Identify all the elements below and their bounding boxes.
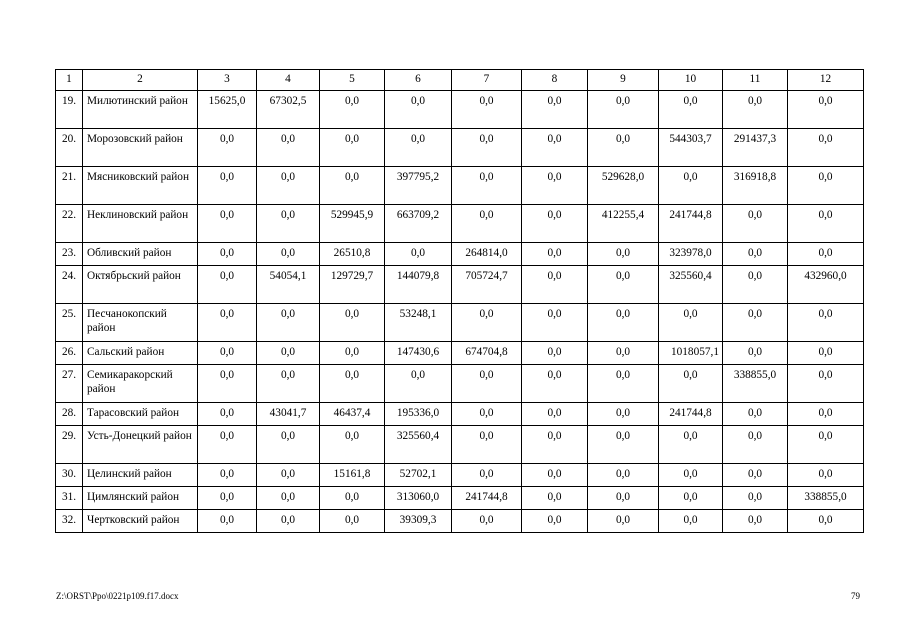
value-cell: 144079,8 [385, 266, 452, 304]
value-cell: 0,0 [452, 510, 522, 533]
value-cell: 0,0 [659, 91, 723, 129]
value-cell: 323978,0 [659, 243, 723, 266]
value-cell: 0,0 [588, 510, 659, 533]
value-cell: 0,0 [588, 403, 659, 426]
value-cell: 325560,4 [659, 266, 723, 304]
value-cell: 0,0 [788, 403, 864, 426]
value-cell: 0,0 [320, 426, 385, 464]
value-cell: 0,0 [522, 167, 588, 205]
value-cell: 0,0 [198, 243, 257, 266]
value-cell: 338855,0 [723, 365, 788, 403]
column-header: 1 [56, 70, 83, 91]
value-cell: 0,0 [257, 426, 320, 464]
district-name: Мясниковский район [83, 167, 198, 205]
row-number: 19. [56, 91, 83, 129]
row-number: 23. [56, 243, 83, 266]
row-number: 32. [56, 510, 83, 533]
value-cell: 0,0 [522, 304, 588, 342]
value-cell: 0,0 [257, 167, 320, 205]
value-cell: 397795,2 [385, 167, 452, 205]
value-cell: 313060,0 [385, 487, 452, 510]
value-cell: 0,0 [257, 243, 320, 266]
value-cell: 0,0 [723, 342, 788, 365]
district-name: Тарасовский район [83, 403, 198, 426]
value-cell: 529628,0 [588, 167, 659, 205]
value-cell: 0,0 [452, 464, 522, 487]
value-cell: 0,0 [723, 91, 788, 129]
value-cell: 663709,2 [385, 205, 452, 243]
value-cell: 1018057,1 [659, 342, 723, 365]
value-cell: 0,0 [659, 510, 723, 533]
value-cell: 43041,7 [257, 403, 320, 426]
value-cell: 0,0 [257, 205, 320, 243]
value-cell: 0,0 [198, 426, 257, 464]
value-cell: 0,0 [659, 464, 723, 487]
value-cell: 0,0 [588, 487, 659, 510]
value-cell: 0,0 [522, 342, 588, 365]
district-name: Песчанокопский район [83, 304, 198, 342]
district-name: Цимлянский район [83, 487, 198, 510]
value-cell: 241744,8 [659, 205, 723, 243]
value-cell: 0,0 [723, 403, 788, 426]
value-cell: 0,0 [723, 487, 788, 510]
value-cell: 0,0 [198, 403, 257, 426]
value-cell: 0,0 [522, 510, 588, 533]
column-header: 7 [452, 70, 522, 91]
value-cell: 67302,5 [257, 91, 320, 129]
value-cell: 0,0 [522, 91, 588, 129]
value-cell: 0,0 [522, 365, 588, 403]
row-number: 30. [56, 464, 83, 487]
value-cell: 0,0 [788, 129, 864, 167]
value-cell: 0,0 [198, 464, 257, 487]
value-cell: 432960,0 [788, 266, 864, 304]
value-cell: 0,0 [452, 304, 522, 342]
header-row [56, 70, 864, 91]
table-row [56, 403, 864, 426]
value-cell: 0,0 [198, 129, 257, 167]
value-cell: 0,0 [588, 426, 659, 464]
district-name: Октябрьский район [83, 266, 198, 304]
value-cell: 0,0 [320, 365, 385, 403]
column-header: 8 [522, 70, 588, 91]
district-name: Милютинский район [83, 91, 198, 129]
value-cell: 0,0 [788, 243, 864, 266]
value-cell: 0,0 [522, 266, 588, 304]
data-table [55, 69, 864, 533]
value-cell: 0,0 [385, 365, 452, 403]
value-cell: 0,0 [198, 266, 257, 304]
value-cell: 195336,0 [385, 403, 452, 426]
value-cell: 241744,8 [659, 403, 723, 426]
district-name: Усть-Донецкий район [83, 426, 198, 464]
value-cell: 0,0 [320, 304, 385, 342]
value-cell: 0,0 [723, 243, 788, 266]
value-cell: 705724,7 [452, 266, 522, 304]
value-cell: 53248,1 [385, 304, 452, 342]
row-number: 31. [56, 487, 83, 510]
value-cell: 0,0 [522, 205, 588, 243]
value-cell: 0,0 [385, 91, 452, 129]
value-cell: 0,0 [659, 487, 723, 510]
column-header: 9 [588, 70, 659, 91]
column-header: 6 [385, 70, 452, 91]
row-number: 21. [56, 167, 83, 205]
table-row [56, 91, 864, 129]
value-cell: 0,0 [198, 304, 257, 342]
value-cell: 0,0 [588, 129, 659, 167]
value-cell: 291437,3 [723, 129, 788, 167]
value-cell: 0,0 [452, 129, 522, 167]
value-cell: 26510,8 [320, 243, 385, 266]
value-cell: 0,0 [788, 342, 864, 365]
value-cell: 0,0 [522, 403, 588, 426]
district-name: Сальский район [83, 342, 198, 365]
value-cell: 129729,7 [320, 266, 385, 304]
table-row [56, 342, 864, 365]
value-cell: 0,0 [198, 510, 257, 533]
value-cell: 0,0 [588, 365, 659, 403]
value-cell: 0,0 [320, 129, 385, 167]
district-name: Неклиновский район [83, 205, 198, 243]
value-cell: 0,0 [320, 487, 385, 510]
table-row [56, 365, 864, 403]
value-cell: 0,0 [522, 243, 588, 266]
value-cell: 0,0 [723, 205, 788, 243]
value-cell: 0,0 [659, 365, 723, 403]
value-cell: 39309,3 [385, 510, 452, 533]
value-cell: 264814,0 [452, 243, 522, 266]
value-cell: 54054,1 [257, 266, 320, 304]
value-cell: 0,0 [588, 243, 659, 266]
value-cell: 0,0 [788, 167, 864, 205]
value-cell: 0,0 [198, 365, 257, 403]
row-number: 26. [56, 342, 83, 365]
district-name: Морозовский район [83, 129, 198, 167]
value-cell: 0,0 [788, 304, 864, 342]
row-number: 22. [56, 205, 83, 243]
column-header: 3 [198, 70, 257, 91]
column-header: 2 [83, 70, 198, 91]
value-cell: 0,0 [452, 403, 522, 426]
value-cell: 0,0 [588, 304, 659, 342]
value-cell: 0,0 [452, 426, 522, 464]
value-cell: 0,0 [788, 365, 864, 403]
value-cell: 15161,8 [320, 464, 385, 487]
value-cell: 0,0 [522, 464, 588, 487]
value-cell: 15625,0 [198, 91, 257, 129]
value-cell: 0,0 [659, 304, 723, 342]
table-row [56, 510, 864, 533]
table-row [56, 426, 864, 464]
table-row [56, 266, 864, 304]
value-cell: 0,0 [257, 464, 320, 487]
page-number: 79 [851, 591, 860, 601]
value-cell: 0,0 [320, 510, 385, 533]
value-cell: 0,0 [788, 464, 864, 487]
value-cell: 0,0 [320, 91, 385, 129]
value-cell: 0,0 [788, 91, 864, 129]
column-header: 12 [788, 70, 864, 91]
value-cell: 52702,1 [385, 464, 452, 487]
table-row [56, 487, 864, 510]
row-number: 28. [56, 403, 83, 426]
table-row [56, 464, 864, 487]
table-row [56, 167, 864, 205]
value-cell: 0,0 [257, 487, 320, 510]
value-cell: 0,0 [522, 426, 588, 464]
value-cell: 0,0 [198, 487, 257, 510]
value-cell: 46437,4 [320, 403, 385, 426]
value-cell: 0,0 [198, 205, 257, 243]
value-cell: 147430,6 [385, 342, 452, 365]
value-cell: 544303,7 [659, 129, 723, 167]
value-cell: 0,0 [198, 342, 257, 365]
column-header: 4 [257, 70, 320, 91]
district-name: Семикаракорский район [83, 365, 198, 403]
value-cell: 0,0 [588, 91, 659, 129]
value-cell: 0,0 [723, 266, 788, 304]
table-row [56, 304, 864, 342]
value-cell: 325560,4 [385, 426, 452, 464]
value-cell: 0,0 [588, 266, 659, 304]
table-row [56, 129, 864, 167]
value-cell: 0,0 [588, 464, 659, 487]
value-cell: 338855,0 [788, 487, 864, 510]
value-cell: 0,0 [452, 365, 522, 403]
value-cell: 0,0 [788, 510, 864, 533]
value-cell: 0,0 [452, 205, 522, 243]
value-cell: 0,0 [723, 426, 788, 464]
value-cell: 0,0 [452, 91, 522, 129]
value-cell: 0,0 [257, 304, 320, 342]
row-number: 25. [56, 304, 83, 342]
value-cell: 0,0 [385, 243, 452, 266]
column-header: 11 [723, 70, 788, 91]
table-row [56, 205, 864, 243]
value-cell: 0,0 [788, 205, 864, 243]
value-cell: 0,0 [385, 129, 452, 167]
footer-file-path: Z:\ORST\Ppo\0221p109.f17.docx [56, 591, 179, 601]
value-cell: 0,0 [257, 365, 320, 403]
value-cell: 0,0 [198, 167, 257, 205]
value-cell: 0,0 [659, 167, 723, 205]
district-name: Целинский район [83, 464, 198, 487]
value-cell: 412255,4 [588, 205, 659, 243]
value-cell: 0,0 [522, 487, 588, 510]
row-number: 24. [56, 266, 83, 304]
district-name: Чертковский район [83, 510, 198, 533]
value-cell: 0,0 [452, 167, 522, 205]
value-cell: 0,0 [257, 510, 320, 533]
row-number: 20. [56, 129, 83, 167]
table-row [56, 243, 864, 266]
column-header: 5 [320, 70, 385, 91]
value-cell: 529945,9 [320, 205, 385, 243]
row-number: 27. [56, 365, 83, 403]
value-cell: 0,0 [257, 342, 320, 365]
value-cell: 0,0 [723, 304, 788, 342]
value-cell: 0,0 [320, 342, 385, 365]
table-body [56, 70, 864, 533]
value-cell: 0,0 [588, 342, 659, 365]
value-cell: 674704,8 [452, 342, 522, 365]
value-cell: 0,0 [788, 426, 864, 464]
value-cell: 0,0 [723, 510, 788, 533]
value-cell: 0,0 [659, 426, 723, 464]
value-cell: 241744,8 [452, 487, 522, 510]
value-cell: 0,0 [320, 167, 385, 205]
column-header: 10 [659, 70, 723, 91]
value-cell: 0,0 [522, 129, 588, 167]
row-number: 29. [56, 426, 83, 464]
value-cell: 0,0 [257, 129, 320, 167]
value-cell: 316918,8 [723, 167, 788, 205]
district-name: Обливский район [83, 243, 198, 266]
value-cell: 0,0 [723, 464, 788, 487]
